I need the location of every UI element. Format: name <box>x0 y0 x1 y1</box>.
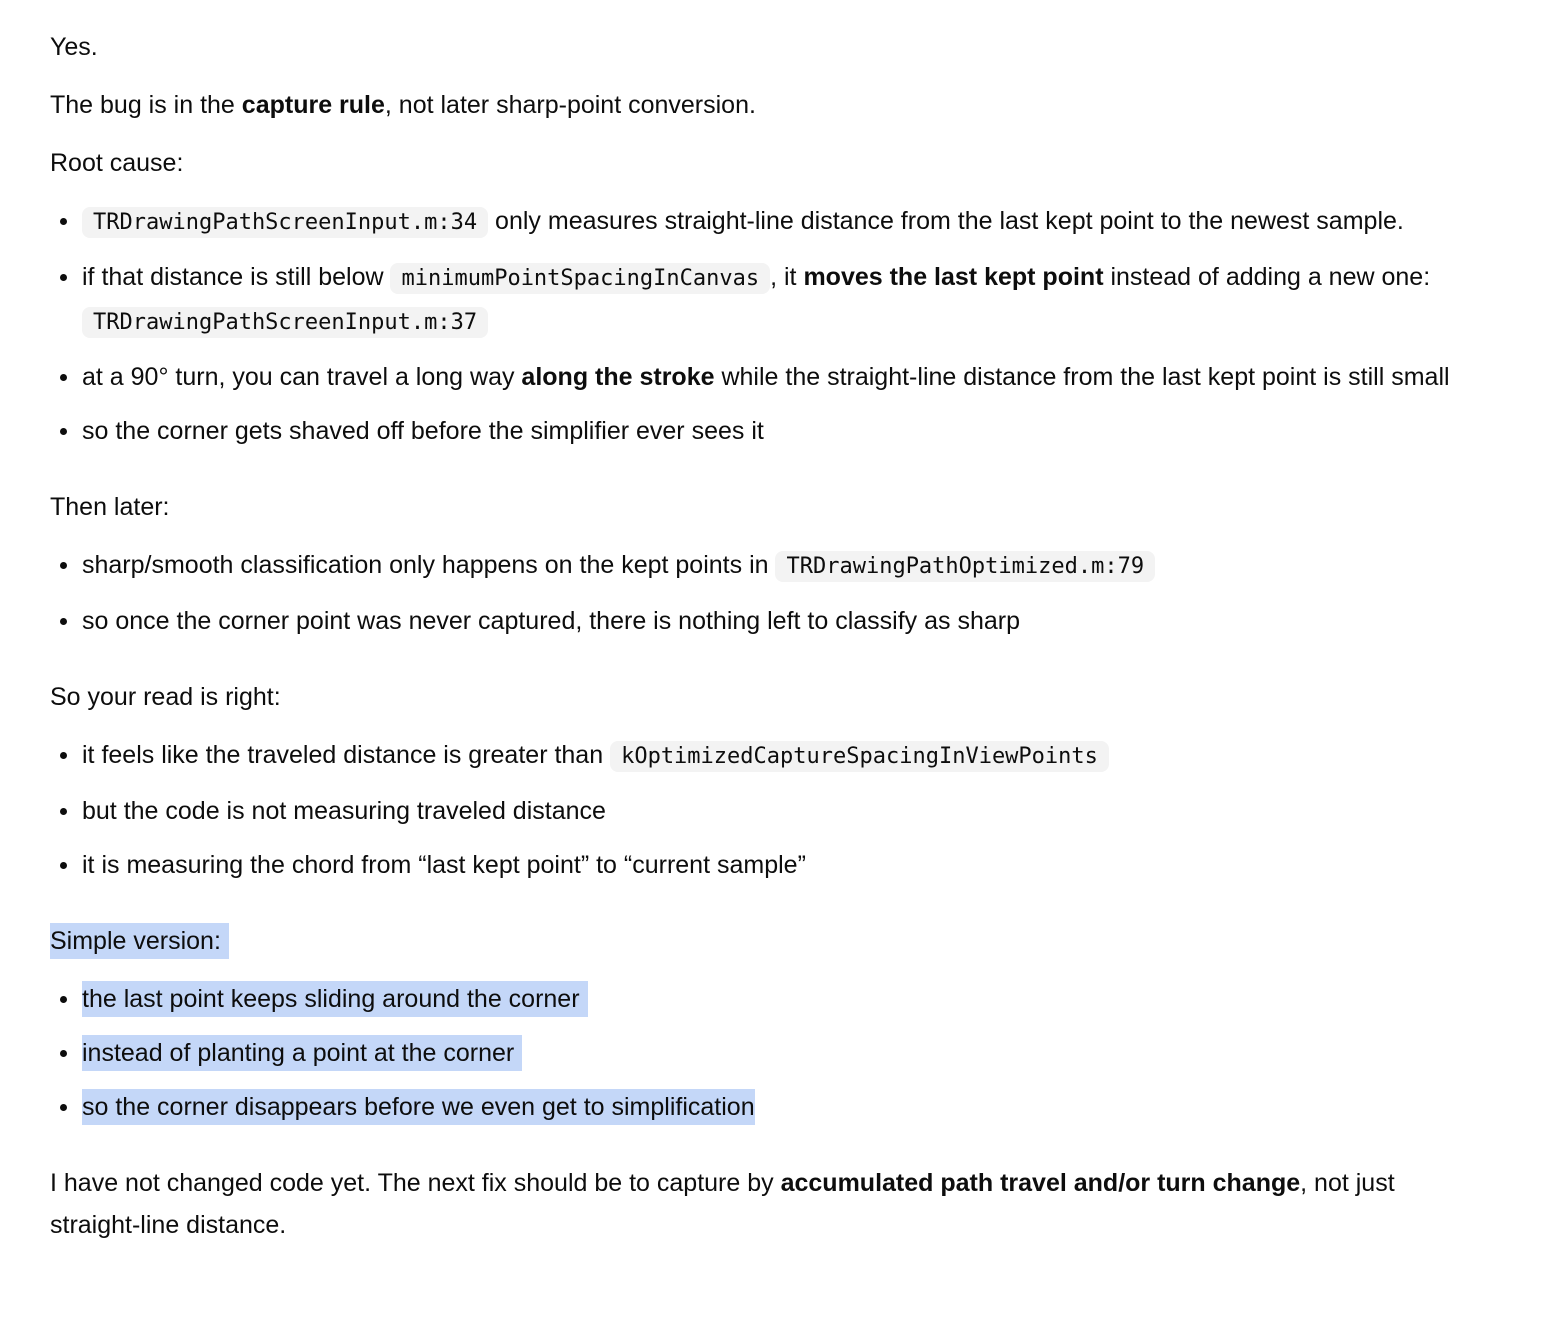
inline-code: TRDrawingPathScreenInput.m:37 <box>82 307 488 338</box>
selected-text[interactable]: Simple version: <box>50 923 229 959</box>
read-right-list <box>50 734 1490 886</box>
paragraph-bug-summary: The bug is in the capture rule, not later sharp-point conversion. <box>50 91 756 119</box>
list-item: so once the corner point was never captured, there is nothing left to classify as sharp <box>82 600 1490 642</box>
then-later-heading: Then later: <box>50 493 170 521</box>
list-item: it feels like the traveled distance is greater than kOptimizedCaptureSpacingInViewPoints <box>82 734 1490 778</box>
inline-code: kOptimizedCaptureSpacingInViewPoints <box>610 741 1109 772</box>
paragraph-yes: Yes. <box>50 33 98 61</box>
read-right-heading: So your read is right: <box>50 683 281 711</box>
inline-code: TRDrawingPathScreenInput.m:34 <box>82 207 488 238</box>
list-item: sharp/smooth classification only happens on the kept points in TRDrawingPathOptimized.m:79 <box>82 544 1490 588</box>
then-later-list <box>50 544 1490 642</box>
root-cause-heading: Root cause: <box>50 149 184 177</box>
paragraph-next-fix: I have not changed code yet. The next fix should be to capture by accumulated path travel and/or turn change, not just straight-line distance. <box>50 1169 1395 1239</box>
list-item <box>82 978 1490 1020</box>
root-cause-list <box>50 200 1490 452</box>
selected-text[interactable]: so the corner disappears before we even get to simplification <box>82 1089 755 1125</box>
simple-version-heading <box>50 920 1490 962</box>
list-item: at a 90° turn, you can travel a long way along the stroke while the straight-line distance from the last kept point is still small <box>82 356 1490 398</box>
selected-text[interactable]: instead of planting a point at the corner <box>82 1035 522 1071</box>
list-item: TRDrawingPathScreenInput.m:34 only measures straight-line distance from the last kept point to the newest sample. <box>82 200 1490 244</box>
selected-text[interactable]: the last point keeps sliding around the corner <box>82 981 588 1017</box>
list-item: but the code is not measuring traveled distance <box>82 790 1490 832</box>
list-item: if that distance is still below minimumPointSpacingInCanvas , it moves the last kept point instead of adding a new one: TRDrawingPathScreenInput.m:37 <box>82 256 1490 344</box>
simple-version-list <box>50 978 1490 1128</box>
inline-code: minimumPointSpacingInCanvas <box>390 263 770 294</box>
list-item: so the corner gets shaved off before the simplifier ever sees it <box>82 410 1490 452</box>
list-item <box>82 1032 1490 1074</box>
list-item: it is measuring the chord from “last kept point” to “current sample” <box>82 844 1490 886</box>
list-item <box>82 1086 1490 1128</box>
inline-code: TRDrawingPathOptimized.m:79 <box>775 551 1155 582</box>
